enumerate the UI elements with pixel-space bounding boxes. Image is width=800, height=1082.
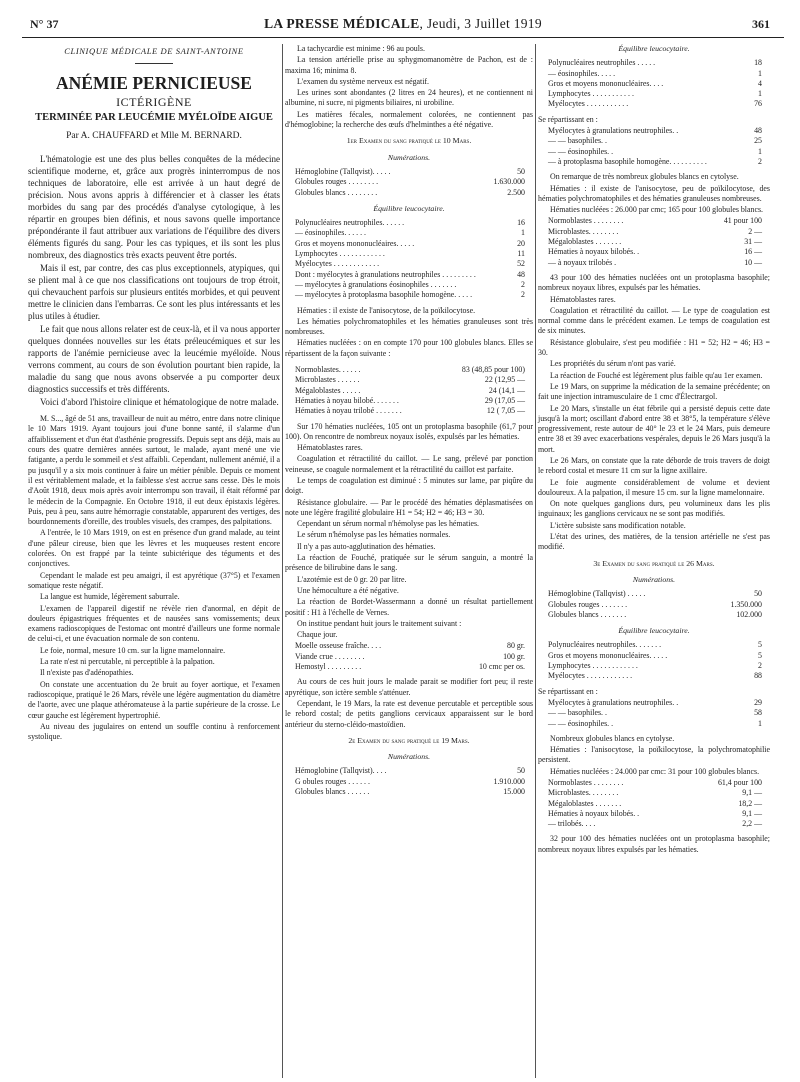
table-cell: Mégaloblastes . . . . . [295,385,361,395]
table-cell: 83 (48,85 pour 100) [461,365,525,375]
column-1 [28,44,280,743]
table-cell: Moelle osseuse fraîche. . . . [295,641,382,651]
table-cell: — trilobés. . . . [548,819,596,829]
paragraph: La réaction de Bordet-Wassermann a donné un résultat partiellement positif : H1 à l'échelle de Vernes. [285,597,533,617]
paragraph: Le temps de coagulation est diminué : 5 minutes sur lame, par piqûre du doigt. [285,475,533,496]
table-cell: Gros et moyens mononucléaires. . . . . [548,650,668,660]
data-table [285,766,533,797]
table-cell: 10 — [744,257,762,267]
table-cell: Polynucléaires neutrophiles . . . . . [548,58,656,68]
paragraph: Hématies : il existe de l'anisocytose, peu de poïkilocytose, des hématies polychromatophiles et des hématies granuleuses nombreuses. [538,183,770,203]
table-cell: Normoblastes . . . . . . . . [548,778,624,787]
section-heading: 1er Examen du sang pratiqué le 10 Mars. [346,136,472,146]
table-cell: — éosinophiles. . . . . [548,68,616,78]
table-cell: 61,4 pour 100 [717,778,762,787]
article-title: ANÉMIE PERNICIEUSE [56,73,252,94]
clinic-heading: CLINIQUE MÉDICALE DE SAINT-ANTOINE [64,46,244,56]
table-cell: 18 [754,58,762,68]
table-cell: 22 (12,95 — [484,375,525,385]
subsection-heading: Équilibre leucocytaire. [618,626,690,636]
table-cell: 2.500 [507,187,525,197]
table-cell: 100 gr. [503,651,525,661]
table-cell: Hématies à noyau trilobé . . . . . . . [295,406,402,416]
table-cell: Normoblastes. . . . . . [295,365,361,375]
table-cell: 5 [758,640,762,650]
table-cell: — — éosinophiles. . [548,146,614,156]
table-cell: Polynucléaires neutrophiles. . . . . . . [548,640,662,650]
data-table [538,698,770,729]
page-header [22,14,784,38]
table-cell: Lymphocytes . . . . . . . . . . . . [548,661,638,671]
article-authors: Par A. CHAUFFARD et Mlle M. BERNARD. [66,130,242,141]
table-cell: 52 [517,259,525,269]
article-subtitle-secondary: TERMINÉE PAR LEUCÉMIE MYÉLOÏDE AIGUE [35,111,273,123]
table-cell: 41 pour 100 [723,216,762,226]
paragraph: Résistance globulaire, s'est peu modifiée : H1 = 52; H2 = 46; H3 = 30. [538,337,770,358]
table-cell: — — basophiles. . [548,136,607,146]
paragraph: La langue est humide, légèrement saburrale. [40,592,180,602]
column-3 [538,44,770,856]
table-cell: 10 cmc per os. [478,662,525,672]
table-cell: 2 [521,279,525,289]
table-cell: 1 [758,146,762,156]
paragraph: Cependant un sérum normal n'hémolyse pas les hématies. [297,519,479,529]
table-cell: 50 [517,766,525,776]
paragraph: L'examen de l'appareil digestif ne révèle rien d'anormal, en dépit de douleurs épigastriques fréquentes et de nausées sans vomissements; deux examens radioscopiques de l'estomac ont montré d'ailleurs une forme normale de celui-ci, et une évacuation normale de son contenu. [28,603,280,644]
table-cell: G obules rouges . . . . . . [295,776,370,786]
table-cell: 20 [517,238,525,248]
subsection-heading: Numérations. [387,152,431,162]
table-cell: Hématies à noyaux bilobés. . [548,808,640,818]
table-cell: Polynucléaires neutrophiles. . . . . . [295,218,405,228]
paragraph: Coagulation et rétractilité du caillot. — Le type de coagulation est normal comme dans le précédent examen. Le temps de coagulation est de six minutes. [538,305,770,336]
paragraph: L'examen du système nerveux est négatif. [297,76,430,86]
page-number-right: 361 [752,17,770,31]
data-table [538,778,770,829]
data-table [538,58,770,109]
journal-masthead [22,16,784,32]
table-cell: Mégaloblastes . . . . . . . [548,237,622,247]
paragraph: Hématies nucléées : 26.000 par cmc; 165 pour 100 globules blancs. [550,205,763,215]
subsection-heading: Équilibre leucocytaire. [373,203,445,213]
paragraph: Il n'existe pas d'adénopathies. [40,668,134,678]
table-cell: 4 [758,78,762,88]
paragraph: Il n'y a pas auto-agglutination des hématies. [297,541,436,551]
table-cell: 76 [754,99,762,109]
paragraph: L'hématologie est une des plus belles conquêtes de la médecine scientifique moderne, et, grâce aux progrès ininterrompus de nos techniques de laboratoire, elle est arrivée à un haut degré de précision. Nous avons appris à différencier et à classer les états morbides du sang par des procédés d'analyse cytologique, à les répartir en groupes bien définis, et nous savons quelle importance prépondérante il faut attribuer aux variations de l'équilibre des divers éléments figurés du sang. Pour les cas typiques, et ils sont les plus nombreux, des diagnostics très exacts peuvent être portés. [28,154,280,261]
table-cell: 11 [517,249,525,259]
section-heading: 2e Examen du sang pratiqué le 19 Mars. [348,735,470,745]
table-cell: 9,1 — [742,808,762,818]
table-cell: 31 — [744,237,762,247]
paragraph: Chaque jour. [297,630,338,640]
paragraph: Résistance globulaire. — Par le procédé des hématies déplasmatisées on note une légère fragilité globulaire H1 = 54; H2 = 46; H3 = 30. [285,497,533,517]
table-cell: 48 [517,269,525,279]
table-cell: 102.000 [736,609,762,619]
table-cell: 50 [754,589,762,599]
table-cell: — à protoplasma basophile homogène. . . . . . . . . . [548,156,707,166]
table-cell: Hématies à noyau bilobé. . . . . . . [295,395,399,405]
data-table [538,216,770,267]
paragraph: Les propriétés du sérum n'ont pas varié. [550,359,676,369]
table-cell: Hémoglobine (Tallqvist). . . . . [295,166,391,176]
paragraph: 32 pour 100 des hématies nucléées ont un protoplasma basophile; nombreux noyaux libres expulsés par les hématies. [538,834,770,854]
table-cell: 1 [758,718,762,728]
table-cell: — éosinophiles. . . . . . [295,228,367,238]
paragraph: On institue pendant huit jours le traitement suivant : [297,618,462,628]
table-cell: 2 — [748,226,762,236]
table-cell: 1.630.000 [493,177,525,187]
table-cell: 58 [754,708,762,718]
table-cell: Globules blancs . . . . . . [295,787,370,796]
table-cell: 2 [521,290,525,300]
subsection-heading: Numérations. [632,574,676,584]
paragraph: Voici d'abord l'histoire clinique et hématologique de notre malade. [40,397,279,408]
subsection-heading: Équilibre leucocytaire. [618,44,690,53]
paragraph: Une hémoculture a été négative. [297,585,399,595]
paragraph: La réaction de Fouché, pratiquée sur le sérum sanguin, a montré la présence de bilirubine dans le sang. [285,553,533,573]
table-cell: Microblastes . . . . . . [295,375,360,385]
paragraph: 43 pour 100 des hématies nucléées ont un protoplasma basophile; nombreux noyaux libres, expulsés par les hématies. [538,272,770,293]
paragraph: Hématies nucléées : 24.000 par cmc: 31 pour 100 globules blancs. [550,766,760,776]
table-cell: Normoblastes . . . . . . . . [548,216,624,226]
paragraph: L'état des urines, des matières, de la tension artérielle ne s'est pas modifié. [538,532,770,552]
table-cell: — myélocytes à protoplasma basophile homogène. . . . . [295,290,473,300]
table-cell: 2 [758,661,762,671]
table-cell: Globules blancs . . . . . . . . [295,187,378,197]
paragraph: On note quelques ganglions durs, peu volumineux dans les plis inguinaux; les ganglions cervicaux ne se sont pas modifiés. [538,499,770,519]
paragraph: Sur 170 hématies nucléées, 105 ont un protoplasma basophile (61,7 pour 100). On rencontre de nombreux noyaux isolés, expulsés par les hématies. [285,421,533,441]
table-cell: Gros et moyens mononucléaires. . . . . [295,238,415,248]
table-cell: Microblastes. . . . . . . . [548,226,619,236]
table-cell: — à noyaux trilobés . [548,257,617,267]
table-cell: Gros et moyens mononucléaires. . . . [548,78,664,88]
paragraph: On remarque de très nombreux globules blancs en cytolyse. [550,172,739,182]
table-cell: 50 [517,166,525,176]
paragraph: Le fait que nous allons relater est de ceux-là, et il va nous apporter quelques données nouvelles sur les états préleucémiques et sur les rapports de l'anémie pernicieuse avec la leucémie myéloïde. Nous verrons comment, au cours de son évolution pourtant bien rapide, la maladie du sang que nous avons observée a pu comporter deux diagnostics successifs et très différents. [28,324,280,395]
paragraph: On constate une accentuation du 2e bruit au foyer aortique, et l'examen radioscopique, pratiqué le 26 Mars, révèle une légère augmentation du diamètre de l'aorte, avec une plaque athéromateuse à la partie supérieure de la crosse. Le cœur gauche est légèrement hypertrophié. [28,679,280,720]
header-rule [22,37,784,38]
table-cell: Globules rouges . . . . . . . . [295,177,379,187]
paragraph: Coagulation et rétractilité du caillot. — Le sang, prélevé par ponction veineuse, se coagule normalement et la rétractilité du caillot est parfaite. [285,454,533,474]
table-cell: 16 — [744,247,762,257]
table-cell: Hématies à noyaux bilobés. . [548,247,640,257]
paragraph: La rate n'est ni percutable, ni perceptible à la palpation. [40,657,215,667]
table-cell: Myélocytes à granulations neutrophiles. . [548,697,679,707]
data-table [285,641,533,672]
subsection-heading: Numérations. [387,752,431,762]
table-cell: Myélocytes . . . . . . . . . . . . [295,259,380,269]
table-cell: Lymphocytes . . . . . . . . . . . . [295,249,385,259]
table-cell: 29 (17,05 — [484,395,525,405]
table-cell: 48 [754,126,762,136]
table-cell: 1.910.000 [493,776,525,786]
column-2 [285,44,533,797]
table-cell: 88 [754,671,762,681]
paragraph: Le 26 Mars, on constate que la rate déborde de trois travers de doigt le rebord costal et mesure 11 cm sur la ligne axillaire. [538,455,770,476]
table-cell: 9,1 — [742,788,762,798]
table-cell: 29 [754,697,762,707]
table-cell: 2,2 — [742,819,762,829]
table-cell: Hémoglobine (Tallqvist) . . . . . [548,589,646,599]
table-cell: 1.350.000 [730,599,762,609]
data-table [538,640,770,681]
paragraph: M. S..., âgé de 51 ans, travailleur de nuit au métro, entre dans notre clinique le 10 Mars 1919. Ayant toujours joui d'une bonne santé, il s'alarme d'un affaiblissement et d'un état d'asthénie progressifs. Depuis sept ans déjà, mais au cours des quatre dernières années surtout, le malade, ayant mené une vie fatigante, a perdu le sommeil et s'est affaibli. Cependant, nullement anémié, il a pu jusqu'il y a six mois continuer à faire un métier pénible. Depuis ce moment il est véritablement malade, et la faiblesse s'est accrue sans cesse. Dès le mois d'Août 1918, deux mois après avoir interrompu son travail, il était réformé par le médecin de la Compagnie. En Octobre 1918, il eut deux épistaxis légères. Puis, peu à peu, sans autre hémorragie constatable, apparurent des vertiges, des bourdonnements d'oreille, des troubles visuels, des crampes, des palpitations. [28,414,280,527]
paragraph: Au niveau des jugulaires on entend un souffle continu à renforcement systolique. [28,721,280,742]
page-number-left: N° 37 [30,17,59,31]
paragraph: Le 20 Mars, s'installe un état fébrile qui a persisté depuis cette date jusqu'à la mort; oscillant d'abord entre 38 et 38°5, la température s'élève progressivement, reste autour de 40° le 23 et le 24 Mars, puis demeure entre 38 et 39 avec exacerbations vespérales, depuis le 26 Mars jusqu'à la mort. [538,403,770,454]
issue-date: , Jeudi, 3 Juillet 1919 [419,16,542,31]
paragraph: Le 19 Mars, on supprime la médication de la semaine précédente; on fait une injection intramusculaire de 1 cmc d'Électrargol. [538,381,770,402]
paragraph: Cependant, le 19 Mars, la rate est devenue percutable et perceptible sous le rebord costal; de petits ganglions cervicaux apparaissent sur le bord antérieur du sterno-cléido-mastoïdien. [285,698,533,729]
table-cell: 12 ( 7,05 — [486,406,525,416]
table-cell: — — éosinophiles. . [548,718,614,728]
paragraph: Hématoblastes rares. [550,294,616,304]
table-cell: 5 [758,650,762,660]
table-cell: 1 [758,89,762,99]
paragraph: La tachycardie est minime : 96 au pouls. [297,44,425,53]
table-cell: Myélocytes . . . . . . . . . . . [548,99,629,109]
data-table [285,218,533,300]
journal-name: LA PRESSE MÉDICALE [264,16,420,31]
paragraph: Mais il est, par contre, des cas plus exceptionnels, atypiques, qui se plient mal à ce que nos classifications ont toujours de trop étroit, qui chevauchent parfois sur plusieurs entités morbides, et qui peuvent mettre le clinicien dans l'embarras. Ce sont les plus intéressants et les plus utiles à étudier. [28,263,280,322]
table-cell: Myélocytes à granulations neutrophiles. . [548,126,679,136]
paragraph: Hématies nucléées : on en compte 170 pour 100 globules blancs. Elles se répartissent de la façon suivante : [285,338,533,358]
paragraph: Le sérum n'hémolyse pas les hématies normales. [297,530,451,540]
table-cell: 25 [754,136,762,146]
paragraph: La tension artérielle prise au sphygmomanomètre de Pachon, est de : maxima 16; minima 8. [285,55,533,75]
table-cell: Myélocytes . . . . . . . . . . . . [548,671,633,681]
data-table [285,365,533,416]
section-heading: 3e Examen du sang pratiqué le 26 Mars. [593,558,715,568]
paragraph: Les hématies polychromatophiles et les hématies granuleuses sont très nombreuses. [285,316,533,337]
table-cell: Hémoglobine (Tallqvist). . . . [295,766,387,776]
table-cell: 1 [758,68,762,78]
paragraph: Hématoblastes rares. [297,443,363,453]
paragraph: La réaction de Fouché est légèrement plus faible qu'au 1er examen. [550,370,763,380]
paragraph: A l'entrée, le 10 Mars 1919, on est en présence d'un grand malade, au teint d'une pâleur cireuse, bien que les lèvres et les muqueuses restent encore colorées. On est frappé par la teinte subictérique des téguments et des conjonctives. [28,528,280,569]
column-divider [282,44,283,1078]
table-cell: Dont : myélocytes à granulations neutrophiles . . . . . . . . . [295,269,476,279]
paragraph: L'ictère subsiste sans modification notable. [550,520,686,530]
table-cell: — myélocytes à granulations éosinophiles . . . . . . . [295,279,457,289]
paragraph: Au cours de ces huit jours le malade parait se modifier fort peu; il reste apyrétique, son ictère semble s'atténuer. [285,677,533,697]
table-cell: 2 [758,156,762,166]
paragraph: Les matières fécales, normalement colorées, ne contiennent pas d'hémoglobine; la recherche des œufs d'helminthes a été négative. [285,109,533,130]
ornament-rule [135,63,173,64]
table-cell: 16 [517,218,525,228]
paragraph: Se répartissant en : [538,686,598,696]
table-cell: Mégaloblastes . . . . . . . [548,798,622,808]
table-cell: Microblastes. . . . . . . . [548,788,619,798]
data-table [538,126,770,167]
paragraph: Se répartissant en : [538,114,598,124]
paragraph: Cependant le malade est peu amaigri, il est apyrétique (37°5) et l'examen somatique reste négatif. [28,570,280,590]
table-cell: 1 [521,228,525,238]
paragraph: Nombreux globules blancs en cytolyse. [550,733,675,743]
table-cell: Globules rouges . . . . . . . [548,599,628,609]
table-cell: Globules blancs . . . . . . . [548,609,627,619]
paragraph: Les urines sont abondantes (2 litres en 24 heures), et ne contiennent ni albumine, ni sucre, ni pigments biliaires, ni urobiline. [285,88,533,108]
paragraph: Le foie augmente considérablement de volume et devient douloureux. A la palpation, il mesure 15 cm. sur la ligne mamelonnaire. [538,477,770,497]
table-cell: 80 gr. [507,641,525,651]
data-table [538,589,770,620]
table-cell: 15.000 [503,787,525,796]
data-table [285,167,533,198]
paragraph: L'azotémie est de 0 gr. 20 par litre. [297,574,407,584]
table-cell: Viande crue . . . . . . . . [295,651,365,661]
paragraph: Hématies : l'anisocytose, la poïkilocytose, la polychromatophilie persistent. [538,745,770,765]
table-cell: Hemostyl . . . . . . . . . [295,662,362,672]
table-cell: Lymphocytes . . . . . . . . . . . [548,89,634,99]
table-cell: 18,2 — [738,798,762,808]
paragraph: Le foie, normal, mesure 10 cm. sur la ligne mamelonnaire. [40,645,226,655]
paragraph: Hématies : il existe de l'anisocytose, de la poïkilocytose. [297,305,476,315]
column-divider [535,44,536,1078]
article-subtitle: ICTÉRIGÈNE [116,95,192,110]
table-cell: — — basophiles. . [548,708,607,718]
table-cell: 24 (14,1 — [488,385,525,395]
